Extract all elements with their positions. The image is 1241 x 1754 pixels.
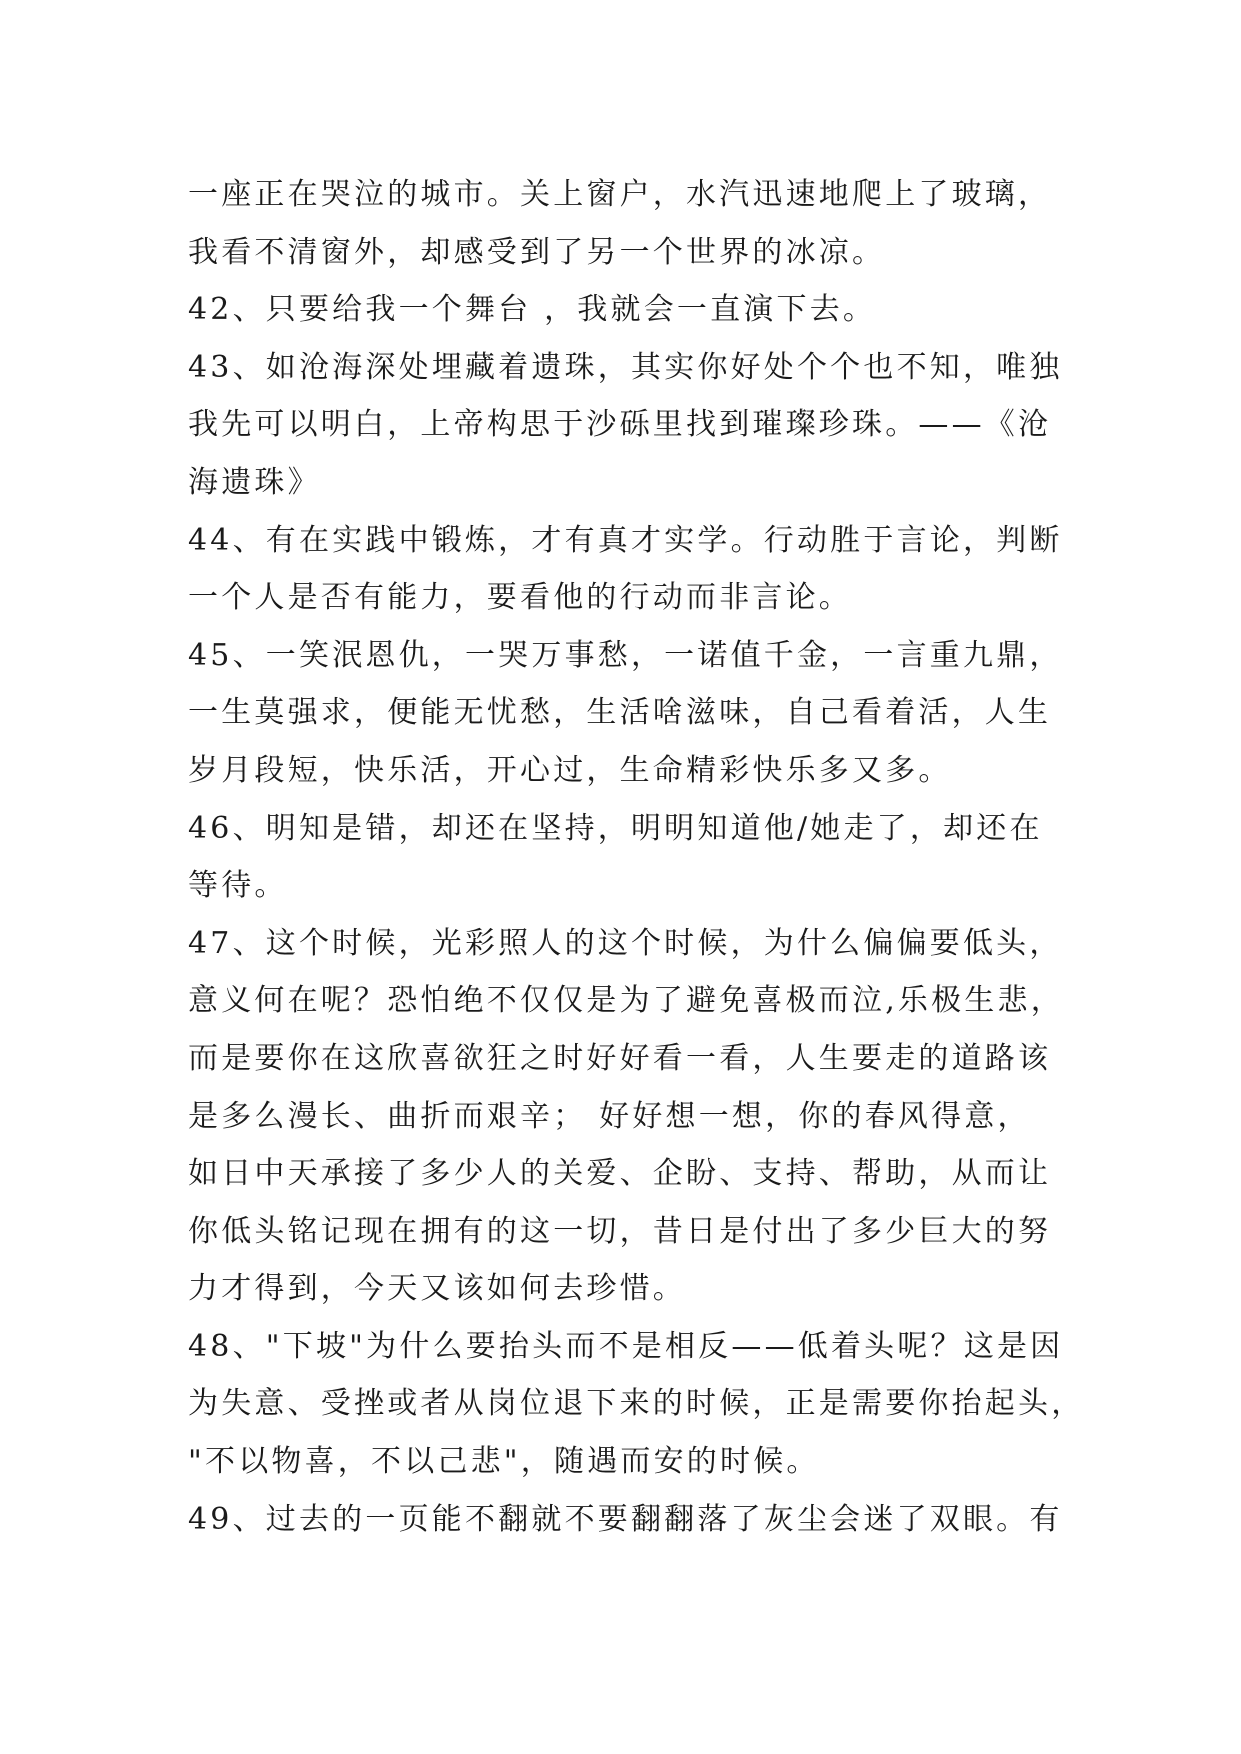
body-text: [188, 166, 1085, 1548]
text-line: 一座正在哭泣的城市。关上窗户，水汽迅速地爬上了玻璃，: [188, 177, 1052, 212]
text-line: 岁月段短，快乐活，开心过，生命精彩快乐多又多。: [188, 752, 952, 788]
text-line: 一生莫强求，便能无忧愁，生活啥滋味，自己看着活，人生: [188, 695, 1052, 731]
text-line: 43、如沧海深处埋藏着遗珠，其实你好处个个也不知，唯独: [188, 349, 1063, 385]
text-line: 47、这个时候，光彩照人的这个时候，为什么偏偏要低头，: [188, 925, 1063, 961]
text-line: 我先可以明白，上帝构思于沙砾里找到璀璨珍珠。——《沧: [188, 407, 1052, 443]
text-line: 是多么漫长、曲折而艰辛； 好好想一想，你的春风得意，: [188, 1098, 1031, 1134]
text-line: 意义何在呢？恐怕绝不仅仅是为了避免喜极而泣,乐极生悲，: [188, 983, 1064, 1019]
text-line: 42、只要给我一个舞台 ，我就会一直演下去。: [188, 292, 877, 328]
text-line: 49、过去的一页能不翻就不要翻翻落了灰尘会迷了双眼。有: [188, 1501, 1063, 1537]
text-line: 为失意、受挫或者从岗位退下来的时候，正是需要你抬起头，: [188, 1386, 1085, 1422]
text-line: 而是要你在这欣喜欲狂之时好好看一看，人生要走的道路该: [188, 1040, 1052, 1076]
text-line: 力才得到，今天又该如何去珍惜。: [188, 1271, 686, 1307]
text-line: 如日中天承接了多少人的关爱、企盼、支持、帮助，从而让: [188, 1156, 1052, 1192]
text-line: 44、有在实践中锻炼，才有真才实学。行动胜于言论，判断: [188, 522, 1063, 558]
text-line: 45、一笑泯恩仇，一哭万事愁，一诺值千金，一言重九鼎，: [188, 637, 1063, 673]
text-line: 48、"下坡"为什么要抬头而不是相反——低着头呢？这是因: [188, 1328, 1064, 1364]
text-line: 海遗珠》: [188, 464, 321, 500]
text-line: 等待。: [188, 868, 288, 904]
text-line: 一个人是否有能力，要看他的行动而非言论。: [188, 580, 852, 616]
text-line: 46、明知是错，却还在坚持，明明知道他/她走了，却还在: [188, 810, 1043, 846]
text-line: "不以物喜，不以己悲"，随遇而安的时候。: [188, 1444, 820, 1480]
text-line: 你低头铭记现在拥有的这一切，昔日是付出了多少巨大的努: [188, 1213, 1052, 1249]
text-line: 我看不清窗外，却感受到了另一个世界的冰凉。: [188, 234, 886, 270]
